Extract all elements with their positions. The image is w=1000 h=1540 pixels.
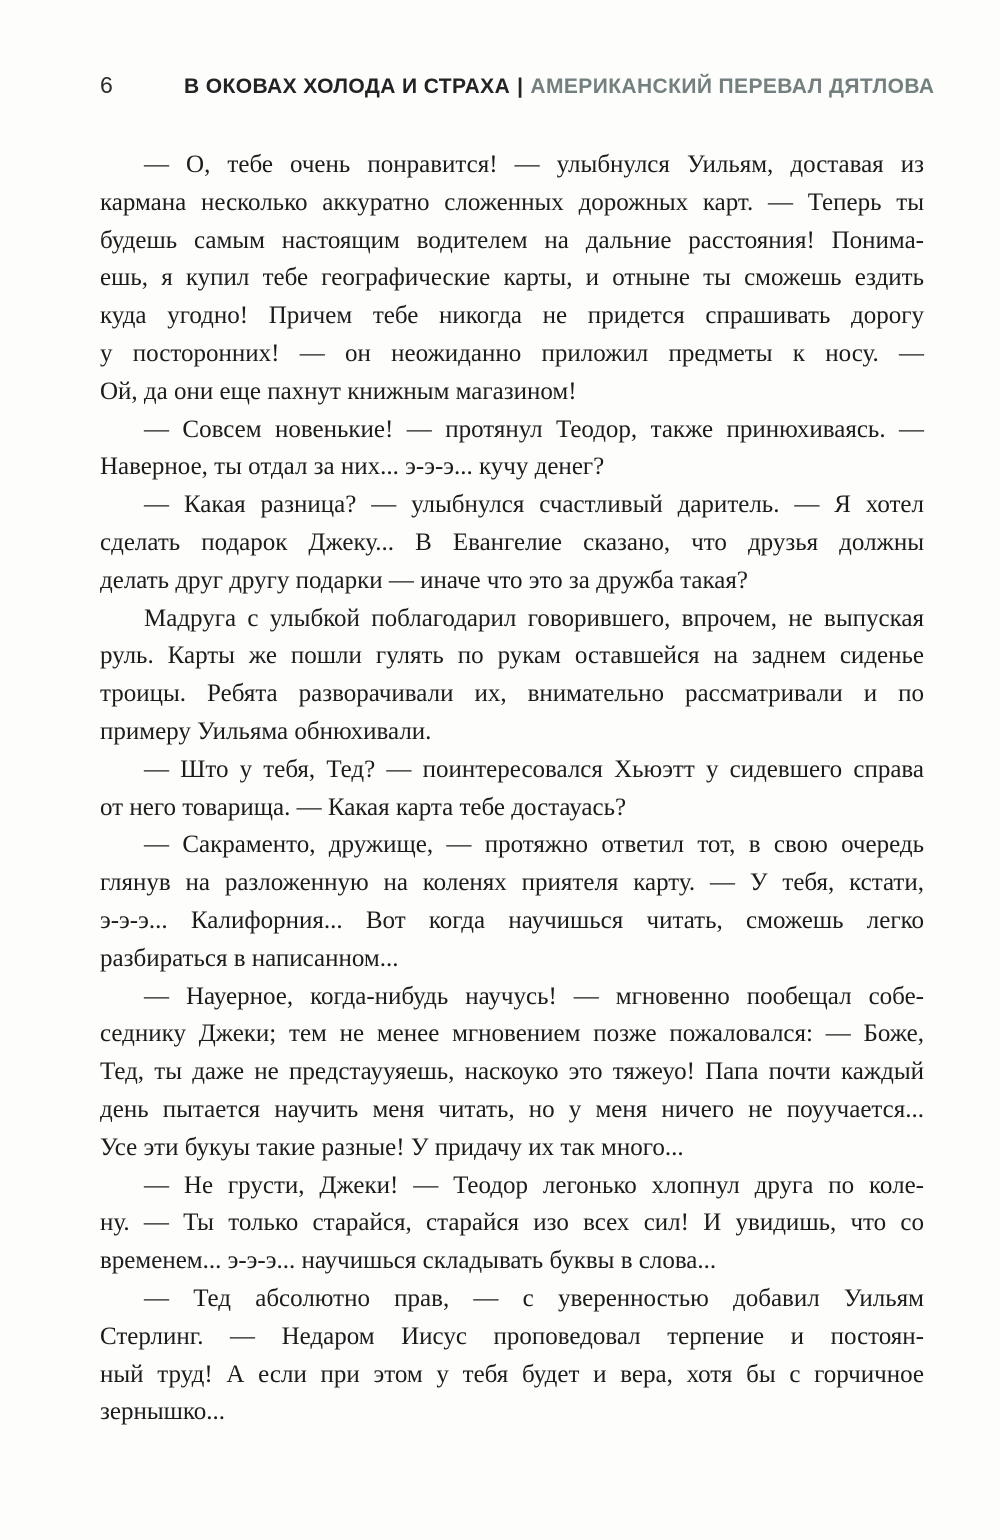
text-line: от него товарища. — Какая карта тебе достауась? <box>100 793 627 821</box>
text-line: Ой, да они еще пахнут книжным магазином! <box>100 377 577 405</box>
text-line: ну. — Ты только старайся, старайся изо всех сил! И увидишь, что со <box>100 1209 924 1237</box>
text-paragraph <box>100 978 924 1167</box>
text-paragraph <box>100 600 924 751</box>
text-line: будешь самым настоящим водителем на дальние расстояния! Понима- <box>100 226 924 254</box>
text-line: делать друг другу подарки — иначе что это за дружба такая? <box>100 566 748 594</box>
text-line: седнику Джеки; тем не менее мгновением позже пожаловался: — Боже, <box>100 1020 924 1048</box>
text-line: Тед, ты даже не предстаууяешь, наскоуко это тяжеуо! Папа почти каждый <box>100 1058 924 1086</box>
page-body <box>100 146 924 1431</box>
text-line: сделать подарок Джеку... В Евангелие сказано, что друзья должны <box>100 528 924 556</box>
text-line: — Не грусти, Джеки! — Теодор легонько хлопнул друга по коле- <box>144 1171 924 1199</box>
text-line: ный труд! А если при этом у тебя будет и вера, хотя бы с горчичное <box>100 1360 924 1388</box>
page-title <box>184 75 934 99</box>
text-line: ешь, я купил тебе географические карты, и отныне ты сможешь ездить <box>100 264 924 292</box>
text-paragraph <box>100 1280 924 1431</box>
text-line: Стерлинг. — Недаром Иисус проповедовал терпение и постоян- <box>100 1322 924 1350</box>
running-head <box>100 72 935 99</box>
book-title: В ОКОВАХ ХОЛОДА И СТРАХА <box>184 75 511 98</box>
text-paragraph <box>100 1167 924 1280</box>
text-line: троицы. Ребята разворачивали их, внимательно рассматривали и по <box>100 680 924 708</box>
text-line: — Науерное, когда-нибудь научусь! — мгновенно пообещал собе- <box>144 982 924 1010</box>
text-paragraph <box>100 486 924 599</box>
text-line: у посторонних! — он неожиданно приложил предметы к носу. — <box>100 339 924 367</box>
text-paragraph <box>100 411 924 487</box>
text-line: зернышко... <box>100 1398 226 1426</box>
text-line: Мадруга с улыбкой поблагодарил говорившего, впрочем, не выпуская <box>144 604 924 632</box>
text-line: Усе эти букуы такие разные! У придачу их так много... <box>100 1133 684 1161</box>
text-paragraph <box>100 826 924 977</box>
text-paragraph <box>100 751 924 827</box>
text-line: куда угодно! Причем тебе никогда не придется спрашивать дорогу <box>100 302 924 330</box>
text-line: день пытается научить меня читать, но у меня ничего не поуучается... <box>100 1095 924 1123</box>
book-subtitle: АМЕРИКАНСКИЙ ПЕРЕВАЛ ДЯТЛОВА <box>530 75 935 98</box>
text-paragraph <box>100 146 924 411</box>
text-line: Наверное, ты отдал за них... э-э-э... кучу денег? <box>100 453 605 481</box>
text-line: глянув на разложенную на коленях приятеля карту. — У тебя, кстати, <box>100 869 924 897</box>
text-line: примеру Уильяма обнюхивали. <box>100 717 432 745</box>
text-line: руль. Карты же пошли гулять по рукам оставшейся на заднем сиденье <box>100 642 924 670</box>
text-line: — О, тебе очень понравится! — улыбнулся Уильям, доставая из <box>144 151 924 178</box>
text-line: кармана несколько аккуратно сложенных дорожных карт. — Теперь ты <box>100 188 924 216</box>
title-separator-bar: | <box>517 75 524 98</box>
text-line: временем... э-э-э... научишься складывать буквы в слова... <box>100 1247 717 1275</box>
text-line: — Што у тебя, Тед? — поинтересовался Хьюэтт у сидевшего справа <box>144 755 924 783</box>
text-line: — Совсем новенькие! — протянул Теодор, также принюхиваясь. — <box>144 415 924 443</box>
page-number: 6 <box>100 72 113 98</box>
text-line: — Какая разница? — улыбнулся счастливый даритель. — Я хотел <box>144 491 924 519</box>
text-line: э-э-э... Калифорния... Вот когда научишься читать, сможешь легко <box>100 906 924 934</box>
text-line: — Сакраменто, дружище, — протяжно ответил тот, в свою очередь <box>144 831 924 859</box>
text-line: — Тед абсолютно прав, — с уверенностью добавил Уильям <box>144 1284 924 1312</box>
text-line: разбираться в написанном... <box>100 944 399 972</box>
